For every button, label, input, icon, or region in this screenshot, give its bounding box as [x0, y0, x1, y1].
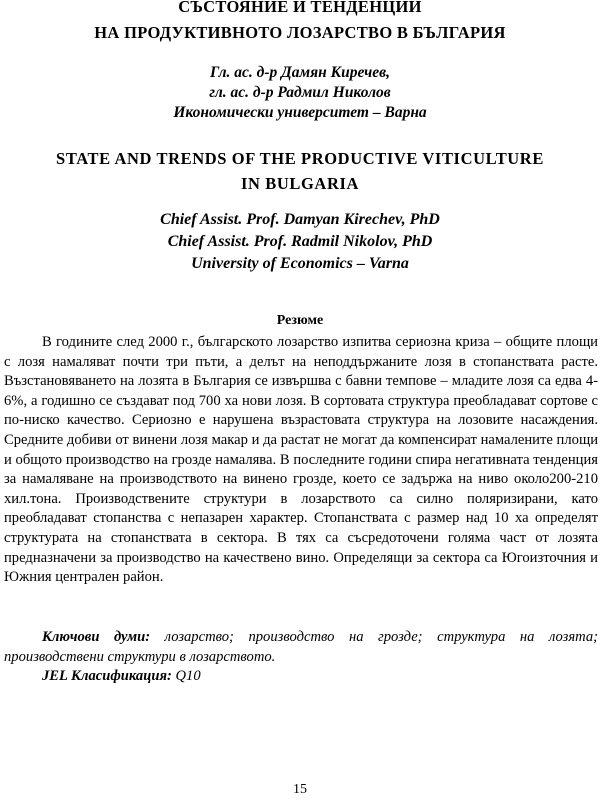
author-english-2: Chief Assist. Prof. Radmil Nikolov, PhD — [167, 233, 433, 250]
abstract-body: В годините след 2000 г., българското лозарство изпитва сериозна криза – общите площи с лозя намаляват почти три пъти, а делът на неподдържаните лозя в стопанствата расте. Възстановяването на лозята в България се извършва с бавни темпове – младите лозя са едва 4-6%, а годишно се създават под 700 ха нови лозя. В сортовата структура преобладават сортове с по-ниско качество. Сериозно е нарушена възрастовата структура на лозовите насаждения. Средните добиви от винени лозя макар и да растат не могат да компенсират намалените площи и общото производство на грозде намалява. В последните години спира негативната тенденция за намаляване на производството на винено грозде, което се задържа на ниво около200-210 хил.тона. Производствените структури в лозарството са силно поляризирани, като преобладават стопанства с непазарен характер. Стопанствата с размер над 10 ха определят структурата на стопанствата в сектора. В тях са съсредоточени голяма част от лозята предназначени за производство на качествено вино. Определящи за сектора са Югоизточния и Южния централен район. — [4, 334, 598, 586]
author-bulgarian-1: Гл. ас. д-р Дамян Киречев, — [210, 64, 390, 81]
affiliation-english: University of Economics – Varna — [191, 255, 409, 272]
title-english-line-2: IN BULGARIA — [241, 174, 359, 193]
title-bulgarian — [30, 0, 570, 46]
jel-classification — [4, 667, 598, 687]
title-bulgarian-line-2: НА ПРОДУКТИВНОТО ЛОЗАРСТВО В БЪЛГАРИЯ — [94, 23, 506, 42]
title-english-line-1: STATE AND TRENDS OF THE PRODUCTIVE VITICULTURE — [56, 149, 544, 168]
jel-code: Q10 — [171, 668, 201, 684]
jel-label: JEL Класификация: — [42, 668, 172, 684]
keywords-label: Ключови думи: — [42, 629, 151, 645]
authors-bulgarian — [30, 63, 570, 123]
abstract-heading: Резюме — [276, 313, 324, 328]
keywords — [4, 628, 598, 667]
title-english — [30, 146, 570, 196]
page-number: 15 — [293, 782, 307, 797]
affiliation-bulgarian: Икономически университет – Варна — [173, 104, 427, 121]
author-english-1: Chief Assist. Prof. Damyan Kirechev, PhD — [160, 211, 440, 228]
authors-english — [30, 209, 570, 275]
title-bulgarian-line-1: СЪСТОЯНИЕ И ТЕНДЕНЦИИ — [178, 0, 422, 16]
author-bulgarian-2: гл. ас. д-р Радмил Николов — [209, 84, 391, 101]
keywords-text: лозарство; производство на грозде; структура на лозята; производствени структури в лозарството. — [4, 629, 598, 665]
